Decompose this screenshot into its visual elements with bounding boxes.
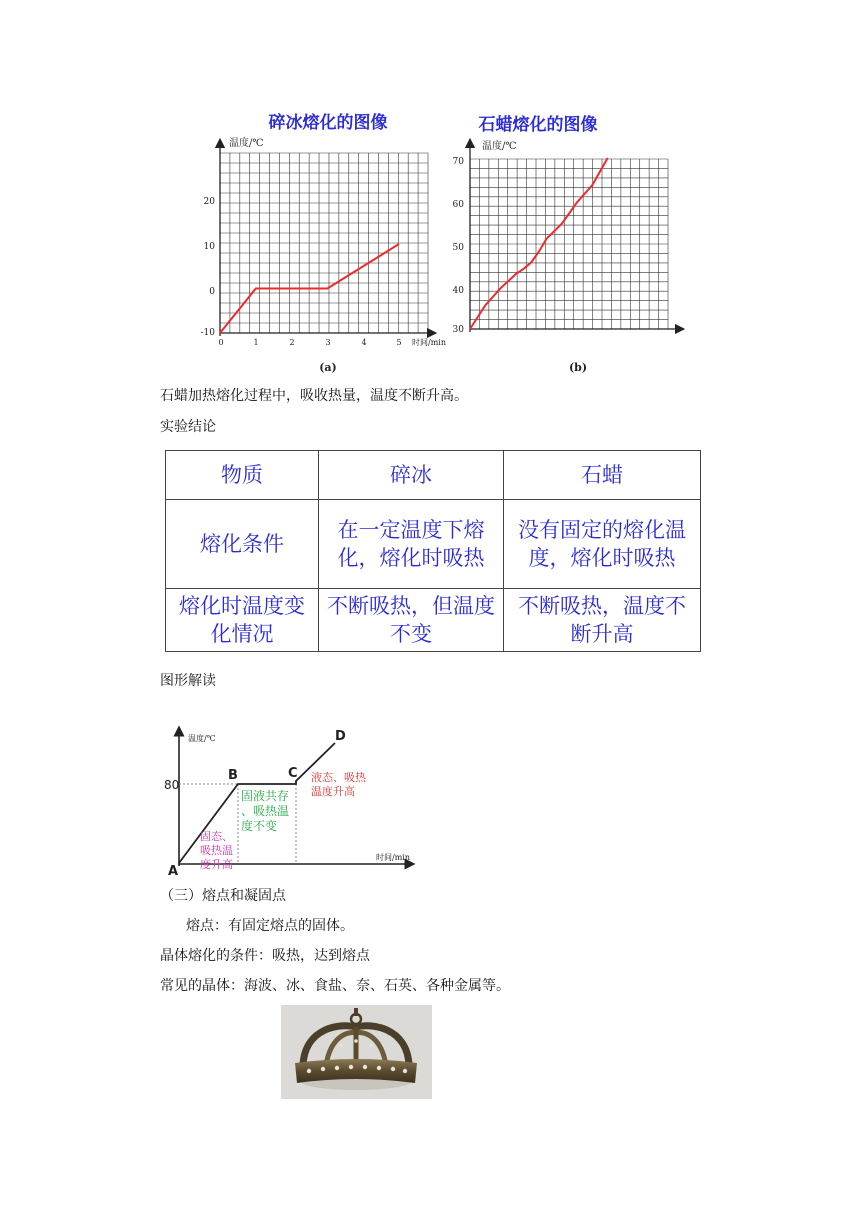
- wax-chart-ylabel: 温度/℃: [482, 141, 517, 152]
- ice-x-tick: 2: [289, 338, 295, 347]
- diagram-ylabel: 温度/℃: [188, 734, 216, 743]
- ice-y-ticks: [201, 197, 216, 338]
- table-header-cell: 石蜡: [504, 451, 701, 500]
- ice-series-line: [220, 244, 399, 333]
- wax-y-ticks: [453, 157, 465, 335]
- table-cell: 熔化条件: [166, 500, 319, 589]
- table-cell: 没有固定的熔化温度，熔化时吸热: [504, 500, 701, 589]
- wax-chart-title: 石蜡熔化的图像: [478, 115, 598, 135]
- wax-y-tick: 50: [452, 243, 464, 253]
- crown-photo: [281, 1005, 432, 1099]
- point-a-label: A: [168, 864, 179, 877]
- table-cell: 在一定温度下熔化，熔化时吸热: [319, 500, 504, 589]
- ice-chart-ylabel: 温度/℃: [229, 138, 264, 149]
- mixed-note-line: 、吸热温: [241, 804, 290, 818]
- point-b-label: B: [228, 768, 238, 783]
- table-row: [166, 451, 701, 500]
- wax-series-line: [470, 158, 608, 329]
- table-row: [166, 500, 701, 589]
- liquid-note: [311, 770, 367, 798]
- ice-x-tick: 1: [253, 338, 259, 347]
- wax-melting-chart: [448, 105, 698, 380]
- table-row: [166, 589, 701, 652]
- ice-x-tick: 3: [325, 338, 331, 347]
- ice-x-ticks: [218, 338, 401, 347]
- table-cell: 熔化时温度变化情况: [166, 589, 319, 652]
- liquid-note-line: 温度升高: [311, 785, 355, 798]
- table-header-cell: 碎冰: [319, 451, 504, 500]
- solid-note-line: 吸热温: [200, 844, 233, 857]
- mixed-note-line: 度不变: [241, 819, 278, 833]
- ice-y-tick: 10: [203, 242, 215, 252]
- crystal-melting-condition: 晶体熔化的条件：吸热，达到熔点: [160, 948, 370, 964]
- ice-y-tick: 20: [203, 197, 215, 207]
- ice-x-tick: 5: [396, 338, 402, 347]
- diagram-heading: 图形解读: [160, 673, 216, 689]
- wax-chart-caption: (b): [568, 361, 588, 374]
- ice-y-tick: 0: [209, 287, 215, 297]
- solid-note-line: 固态、: [200, 830, 233, 843]
- ice-chart-xlabel: 时间/min: [412, 338, 446, 347]
- table-cell: 不断吸热，但温度不变: [319, 589, 504, 652]
- conclusion-heading: 实验结论: [160, 419, 216, 435]
- ice-melting-chart: [195, 105, 460, 380]
- point-c-label: C: [288, 766, 298, 781]
- table-header-cell: 物质: [166, 451, 319, 500]
- wax-chart-grid: [470, 159, 668, 329]
- point-d-label: D: [335, 729, 346, 744]
- diagram-value-80: 80: [164, 778, 180, 792]
- ice-x-tick: 0: [218, 338, 224, 347]
- common-crystals: 常见的晶体：海波、冰、食盐、奈、石英、各种金属等。: [160, 978, 510, 994]
- table-cell: 不断吸热，温度不断升高: [504, 589, 701, 652]
- ice-chart-caption: (a): [319, 361, 337, 374]
- wax-y-tick: 40: [452, 286, 464, 296]
- liquid-note-line: 液态、吸热: [311, 771, 366, 784]
- section3-heading: （三）熔点和凝固点: [160, 888, 286, 904]
- ice-y-tick: -10: [200, 328, 215, 338]
- wax-note: 石蜡加热熔化过程中，吸收热量，温度不断升高。: [160, 388, 468, 404]
- ice-chart-grid: [220, 153, 428, 333]
- melting-process-diagram: [160, 725, 420, 877]
- melting-point-definition: 熔点：有固定熔点的固体。: [186, 918, 354, 934]
- conclusion-table: [165, 450, 701, 652]
- ice-chart-title: 碎冰熔化的图像: [268, 113, 388, 133]
- solid-note-line: 度升高: [200, 858, 233, 871]
- mixed-note: [241, 788, 289, 833]
- ice-x-tick: 4: [361, 338, 367, 347]
- wax-y-tick: 60: [452, 200, 464, 210]
- wax-y-tick: 30: [452, 325, 464, 335]
- wax-y-tick: 70: [452, 157, 464, 167]
- diagram-xlabel: 时间/min: [376, 853, 410, 862]
- solid-note: [200, 830, 233, 871]
- mixed-note-line: 固液共存: [241, 789, 290, 803]
